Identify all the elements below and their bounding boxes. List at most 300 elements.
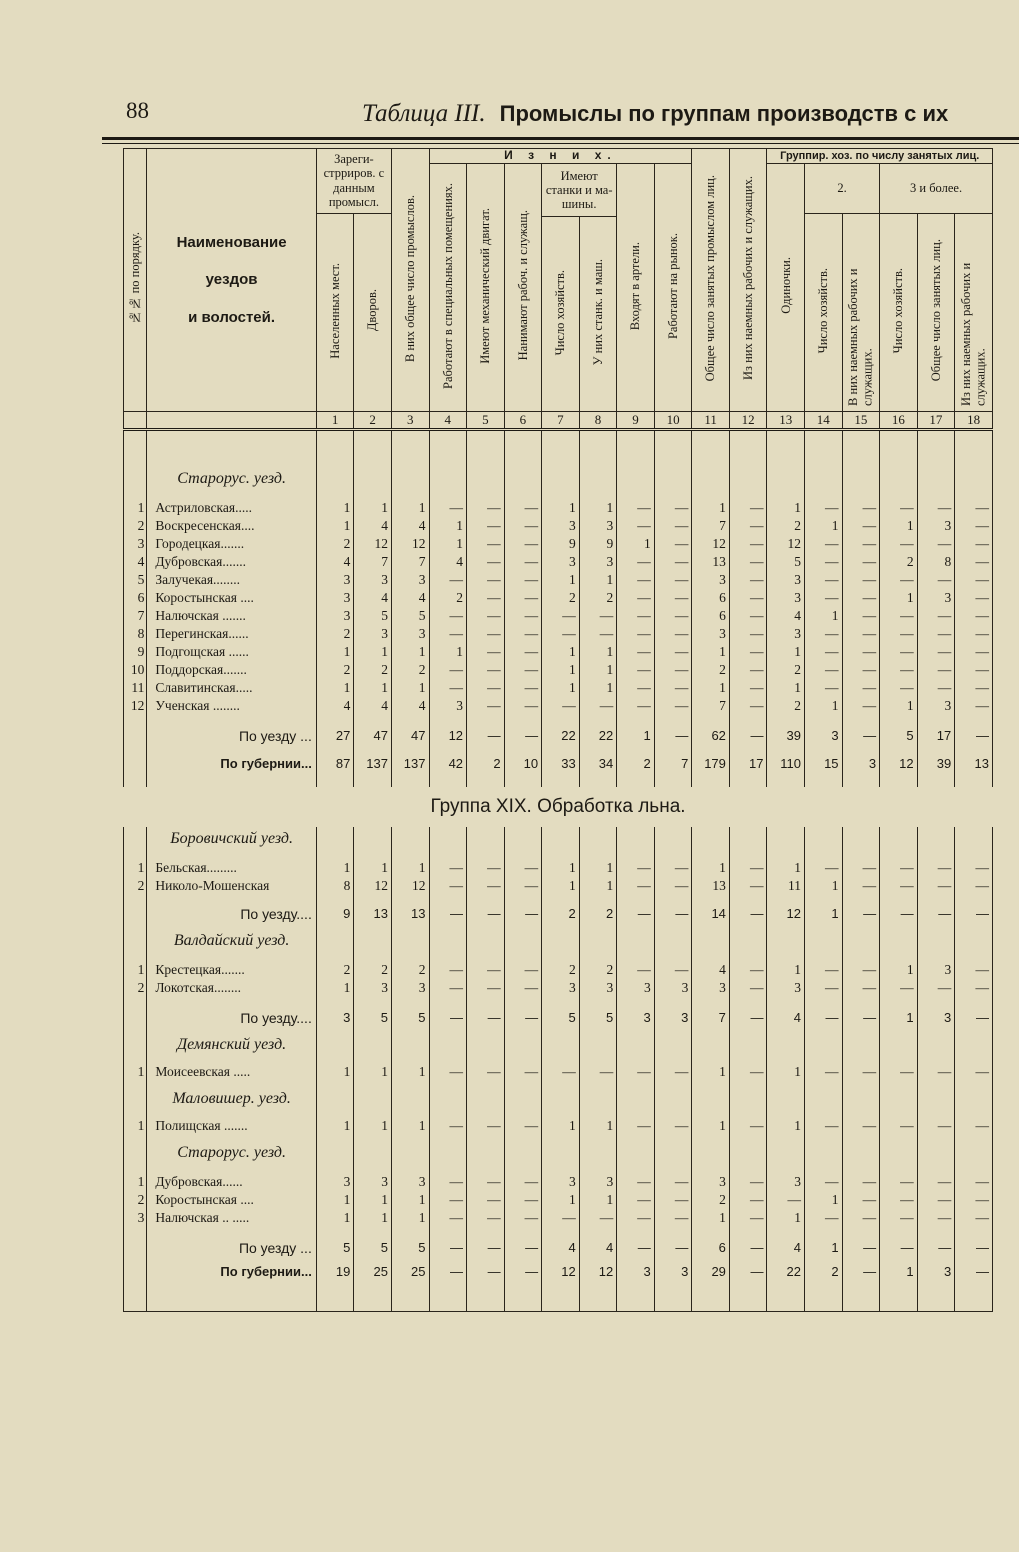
col-17-header: Общее число занятых лиц. [917, 213, 955, 412]
value-cell: 11 [767, 877, 805, 895]
col-15-header: В них наемных рабочих и служащих. [842, 213, 880, 412]
empty-cell [354, 827, 392, 851]
value-cell: 3 [391, 1173, 429, 1191]
value-cell: — [729, 643, 767, 661]
empty-cell [354, 895, 392, 905]
value-cell: — [467, 679, 505, 697]
empty-cell [842, 953, 880, 961]
value-cell: — [842, 727, 880, 745]
empty-cell [542, 1087, 580, 1111]
value-cell: 1 [692, 499, 730, 517]
empty-cell [542, 745, 580, 755]
value-cell: — [917, 905, 955, 923]
value-cell: 2 [316, 535, 354, 553]
empty-cell [391, 745, 429, 755]
value-cell: 1 [542, 499, 580, 517]
value-cell: — [504, 1263, 542, 1281]
value-cell: 2 [805, 1263, 843, 1281]
empty-cell [955, 773, 993, 787]
value-cell: — [504, 1173, 542, 1191]
empty-cell [579, 827, 617, 851]
col-7-header: Число хозяйств. [542, 217, 580, 412]
value-cell: — [579, 607, 617, 625]
value-cell: 6 [692, 589, 730, 607]
empty-cell [880, 851, 918, 859]
empty-cell [504, 773, 542, 787]
value-cell: — [429, 905, 467, 923]
value-cell: — [955, 961, 993, 979]
empty-cell [316, 491, 354, 499]
empty-cell [354, 1033, 392, 1057]
empty-cell [842, 430, 880, 468]
empty-cell [504, 929, 542, 953]
value-cell: 1 [880, 697, 918, 715]
empty-cell [391, 491, 429, 499]
value-cell: — [429, 661, 467, 679]
empty-cell [805, 491, 843, 499]
table-title-number: Таблица III. [362, 100, 486, 127]
empty-cell [147, 997, 317, 1009]
col-name-header: Наименование уездов и волостей. [147, 149, 317, 412]
col-4-header: Работают в специальных помещениях. [429, 163, 467, 412]
empty-cell [354, 491, 392, 499]
volost-name: Коростынская .... [147, 1191, 317, 1209]
empty-cell [391, 1281, 429, 1312]
empty-cell [147, 715, 317, 727]
empty-cell [880, 1281, 918, 1312]
district-heading: Боровичский уезд. [147, 827, 317, 851]
value-cell: — [542, 697, 580, 715]
value-cell: — [955, 1191, 993, 1209]
empty-cell [917, 745, 955, 755]
empty-cell [767, 1165, 805, 1173]
empty-cell [429, 997, 467, 1009]
district-heading-row [124, 1087, 993, 1111]
empty-cell [316, 953, 354, 961]
value-cell: 4 [579, 1239, 617, 1257]
empty-cell [542, 997, 580, 1009]
empty-cell [124, 895, 147, 905]
value-cell: — [880, 1063, 918, 1081]
value-cell: — [467, 961, 505, 979]
value-cell: — [467, 1117, 505, 1135]
empty-cell [467, 827, 505, 851]
empty-cell [654, 1141, 692, 1165]
value-cell: 7 [654, 755, 692, 773]
value-cell: — [729, 553, 767, 571]
value-cell: 5 [354, 607, 392, 625]
volost-name: Перегинская...... [147, 625, 317, 643]
value-cell: 2 [767, 661, 805, 679]
empty-cell [767, 1087, 805, 1111]
empty-cell [124, 1281, 147, 1312]
value-cell: — [842, 517, 880, 535]
row-number: 4 [124, 553, 147, 571]
value-cell: — [842, 1263, 880, 1281]
value-cell: — [842, 625, 880, 643]
empty-cell [579, 745, 617, 755]
value-cell: — [842, 1209, 880, 1227]
empty-cell [617, 953, 655, 961]
row-number: 5 [124, 571, 147, 589]
value-cell: — [805, 1063, 843, 1081]
value-cell: — [805, 499, 843, 517]
row-number: 12 [124, 697, 147, 715]
empty-cell [767, 895, 805, 905]
value-cell: 1 [617, 727, 655, 745]
value-cell: 7 [692, 517, 730, 535]
value-cell: — [842, 643, 880, 661]
empty-cell [842, 491, 880, 499]
value-cell: 4 [692, 961, 730, 979]
empty-cell [542, 1165, 580, 1173]
value-cell: 1 [316, 1209, 354, 1227]
empty-cell [504, 1141, 542, 1165]
value-cell: 1 [429, 517, 467, 535]
empty-cell [391, 895, 429, 905]
row-number: 3 [124, 1209, 147, 1227]
empty-cell [124, 745, 147, 755]
column-number: 5 [467, 412, 505, 430]
empty-cell [767, 851, 805, 859]
table-row [124, 1173, 993, 1191]
empty-cell [467, 997, 505, 1009]
empty-cell [767, 1033, 805, 1057]
empty-cell [729, 827, 767, 851]
value-cell: — [504, 1117, 542, 1135]
empty-cell [654, 491, 692, 499]
empty-cell [467, 895, 505, 905]
empty-cell [729, 491, 767, 499]
value-cell: 2 [579, 905, 617, 923]
value-cell: — [880, 1117, 918, 1135]
empty-cell [617, 467, 655, 491]
value-cell: 25 [391, 1263, 429, 1281]
empty-cell [316, 929, 354, 953]
empty-cell [391, 827, 429, 851]
empty-cell [579, 430, 617, 468]
empty-cell [842, 1087, 880, 1111]
total-label: По губернии... [147, 1263, 317, 1281]
value-cell: — [654, 625, 692, 643]
empty-cell [504, 1087, 542, 1111]
spacer-row [124, 895, 993, 905]
value-cell: — [617, 1173, 655, 1191]
district-total-row [124, 905, 993, 923]
empty-cell [579, 929, 617, 953]
empty-cell [805, 1087, 843, 1111]
value-cell: — [542, 625, 580, 643]
empty-cell [917, 491, 955, 499]
value-cell: 5 [354, 1239, 392, 1257]
value-cell: — [842, 1063, 880, 1081]
value-cell: — [955, 589, 993, 607]
district-heading-row [124, 467, 993, 491]
value-cell: — [429, 1191, 467, 1209]
empty-cell [880, 827, 918, 851]
empty-cell [542, 1227, 580, 1239]
value-cell: — [504, 535, 542, 553]
empty-cell [955, 1281, 993, 1312]
value-cell: 22 [767, 1263, 805, 1281]
spacer-row [124, 953, 993, 961]
value-cell: — [429, 607, 467, 625]
empty-cell [617, 745, 655, 755]
empty-cell [579, 895, 617, 905]
empty-cell [692, 827, 730, 851]
value-cell: 1 [354, 679, 392, 697]
value-cell: 2 [467, 755, 505, 773]
iz-nih-header: И з н и х. [429, 149, 692, 164]
value-cell: 1 [579, 1191, 617, 1209]
value-cell: 1 [316, 1063, 354, 1081]
value-cell: 25 [354, 1263, 392, 1281]
empty-cell [354, 715, 392, 727]
value-cell: — [504, 1209, 542, 1227]
value-cell: — [617, 571, 655, 589]
value-cell: — [504, 979, 542, 997]
empty-cell [354, 997, 392, 1009]
value-cell: 1 [880, 1009, 918, 1027]
value-cell: — [729, 661, 767, 679]
empty-cell [579, 1141, 617, 1165]
district-heading-row [124, 1141, 993, 1165]
value-cell: — [654, 517, 692, 535]
row-number: 3 [124, 535, 147, 553]
value-cell: — [917, 859, 955, 877]
value-cell: — [654, 727, 692, 745]
value-cell: 1 [880, 961, 918, 979]
value-cell: 3 [767, 589, 805, 607]
value-cell: — [467, 1009, 505, 1027]
value-cell: 12 [880, 755, 918, 773]
value-cell: 4 [316, 553, 354, 571]
col-no-header: №№ по порядку. [124, 149, 147, 412]
row-number: 1 [124, 499, 147, 517]
value-cell: — [729, 535, 767, 553]
value-cell: 3 [579, 553, 617, 571]
value-cell: 1 [542, 859, 580, 877]
value-cell: — [654, 589, 692, 607]
value-cell: — [654, 905, 692, 923]
value-cell: 3 [692, 625, 730, 643]
value-cell: 1 [579, 661, 617, 679]
value-cell: 15 [805, 755, 843, 773]
empty-cell [147, 745, 317, 755]
table-title [362, 100, 948, 128]
value-cell: — [504, 727, 542, 745]
value-cell: 4 [391, 589, 429, 607]
empty-cell [467, 1165, 505, 1173]
value-cell: 12 [542, 1263, 580, 1281]
value-cell: 12 [354, 535, 392, 553]
total-label: По уезду ... [147, 1239, 317, 1257]
value-cell: 17 [729, 755, 767, 773]
value-cell: 2 [354, 961, 392, 979]
empty-cell [542, 1141, 580, 1165]
empty-cell [842, 1141, 880, 1165]
empty-cell [654, 929, 692, 953]
empty-cell [579, 1087, 617, 1111]
value-cell: — [729, 877, 767, 895]
value-cell: 19 [316, 1263, 354, 1281]
value-cell: — [917, 1117, 955, 1135]
value-cell: 1 [579, 679, 617, 697]
empty-cell [692, 997, 730, 1009]
value-cell: — [654, 877, 692, 895]
empty-cell [729, 715, 767, 727]
column-number: 8 [579, 412, 617, 430]
value-cell: — [729, 961, 767, 979]
value-cell: — [617, 1239, 655, 1257]
empty-cell [955, 827, 993, 851]
empty-cell [654, 430, 692, 468]
value-cell: — [467, 553, 505, 571]
empty-cell [429, 851, 467, 859]
value-cell: 12 [692, 535, 730, 553]
empty-cell [654, 997, 692, 1009]
value-cell: — [617, 1191, 655, 1209]
row-number [124, 755, 147, 773]
value-cell: 1 [805, 1239, 843, 1257]
column-number: 11 [692, 412, 730, 430]
value-cell: — [467, 571, 505, 589]
empty-cell [542, 430, 580, 468]
empty-cell [542, 715, 580, 727]
empty-cell [917, 1087, 955, 1111]
empty-cell [880, 1087, 918, 1111]
value-cell: — [729, 697, 767, 715]
value-cell: 1 [767, 961, 805, 979]
table-row [124, 679, 993, 697]
empty-cell [579, 1281, 617, 1312]
value-cell: — [617, 1209, 655, 1227]
empty-cell [767, 929, 805, 953]
value-cell: 1 [692, 679, 730, 697]
value-cell: — [617, 679, 655, 697]
value-cell: — [504, 1239, 542, 1257]
empty-cell [729, 1141, 767, 1165]
value-cell: — [429, 877, 467, 895]
value-cell: — [880, 877, 918, 895]
value-cell: 1 [354, 1117, 392, 1135]
value-cell: — [880, 661, 918, 679]
value-cell: — [917, 679, 955, 697]
value-cell: 3 [767, 979, 805, 997]
value-cell: — [805, 1009, 843, 1027]
empty-cell [391, 851, 429, 859]
empty-cell [124, 467, 147, 491]
value-cell: — [617, 643, 655, 661]
column-number: 2 [354, 412, 392, 430]
empty-cell [354, 1227, 392, 1239]
empty-cell [654, 895, 692, 905]
district-heading-row [124, 929, 993, 953]
value-cell: — [654, 1173, 692, 1191]
value-cell: — [880, 1239, 918, 1257]
value-cell: 2 [767, 697, 805, 715]
value-cell: — [504, 589, 542, 607]
empty-cell [429, 1165, 467, 1173]
empty-cell [124, 929, 147, 953]
col-13-header: Одиночки. [767, 163, 805, 412]
volost-name: Моисеевская ..... [147, 1063, 317, 1081]
empty-cell [617, 430, 655, 468]
header-rule-thick [102, 137, 1019, 140]
spacer-row [124, 997, 993, 1009]
value-cell: 1 [354, 1191, 392, 1209]
empty-cell [692, 745, 730, 755]
value-cell: — [504, 679, 542, 697]
volost-name: Городецкая....... [147, 535, 317, 553]
value-cell: 1 [767, 643, 805, 661]
empty-cell [917, 715, 955, 727]
table-row [124, 1209, 993, 1227]
value-cell: — [579, 697, 617, 715]
value-cell: — [729, 499, 767, 517]
col-18-header: Из них наемных рабочих и служащих. [955, 213, 993, 412]
value-cell: — [880, 679, 918, 697]
value-cell: 62 [692, 727, 730, 745]
value-cell: 3 [542, 1173, 580, 1191]
empty-cell [805, 1033, 843, 1057]
value-cell: — [654, 1239, 692, 1257]
value-cell: 9 [316, 905, 354, 923]
value-cell: — [880, 499, 918, 517]
volost-name: Славитинская..... [147, 679, 317, 697]
empty-cell [729, 929, 767, 953]
value-cell: 179 [692, 755, 730, 773]
empty-cell [124, 953, 147, 961]
value-cell: 2 [316, 661, 354, 679]
value-cell: 3 [542, 979, 580, 997]
value-cell: — [917, 1209, 955, 1227]
value-cell: — [654, 1191, 692, 1209]
value-cell: — [542, 1063, 580, 1081]
row-number: 1 [124, 1063, 147, 1081]
value-cell: 5 [880, 727, 918, 745]
empty-cell [467, 1141, 505, 1165]
value-cell: — [805, 643, 843, 661]
value-cell: — [654, 1209, 692, 1227]
value-cell: — [654, 859, 692, 877]
empty-cell [579, 1165, 617, 1173]
empty-cell [842, 851, 880, 859]
col-10-header: Работают на рынок. [654, 163, 692, 412]
col-3-header: В них общее число промыслов. [391, 149, 429, 412]
value-cell: — [579, 625, 617, 643]
district-heading-row [124, 1033, 993, 1057]
value-cell: 12 [391, 535, 429, 553]
value-cell: — [917, 1173, 955, 1191]
value-cell: — [504, 625, 542, 643]
empty-cell [880, 1165, 918, 1173]
empty-cell [729, 1227, 767, 1239]
empty-cell [692, 929, 730, 953]
value-cell: — [617, 517, 655, 535]
row-number [124, 1263, 147, 1281]
value-cell: 2 [880, 553, 918, 571]
empty-cell [429, 1033, 467, 1057]
empty-cell [467, 1033, 505, 1057]
empty-cell [391, 953, 429, 961]
value-cell: — [805, 961, 843, 979]
empty-cell [147, 430, 317, 468]
empty-cell [429, 773, 467, 787]
column-number: 9 [617, 412, 655, 430]
empty-cell [504, 1033, 542, 1057]
row-number [124, 1239, 147, 1257]
